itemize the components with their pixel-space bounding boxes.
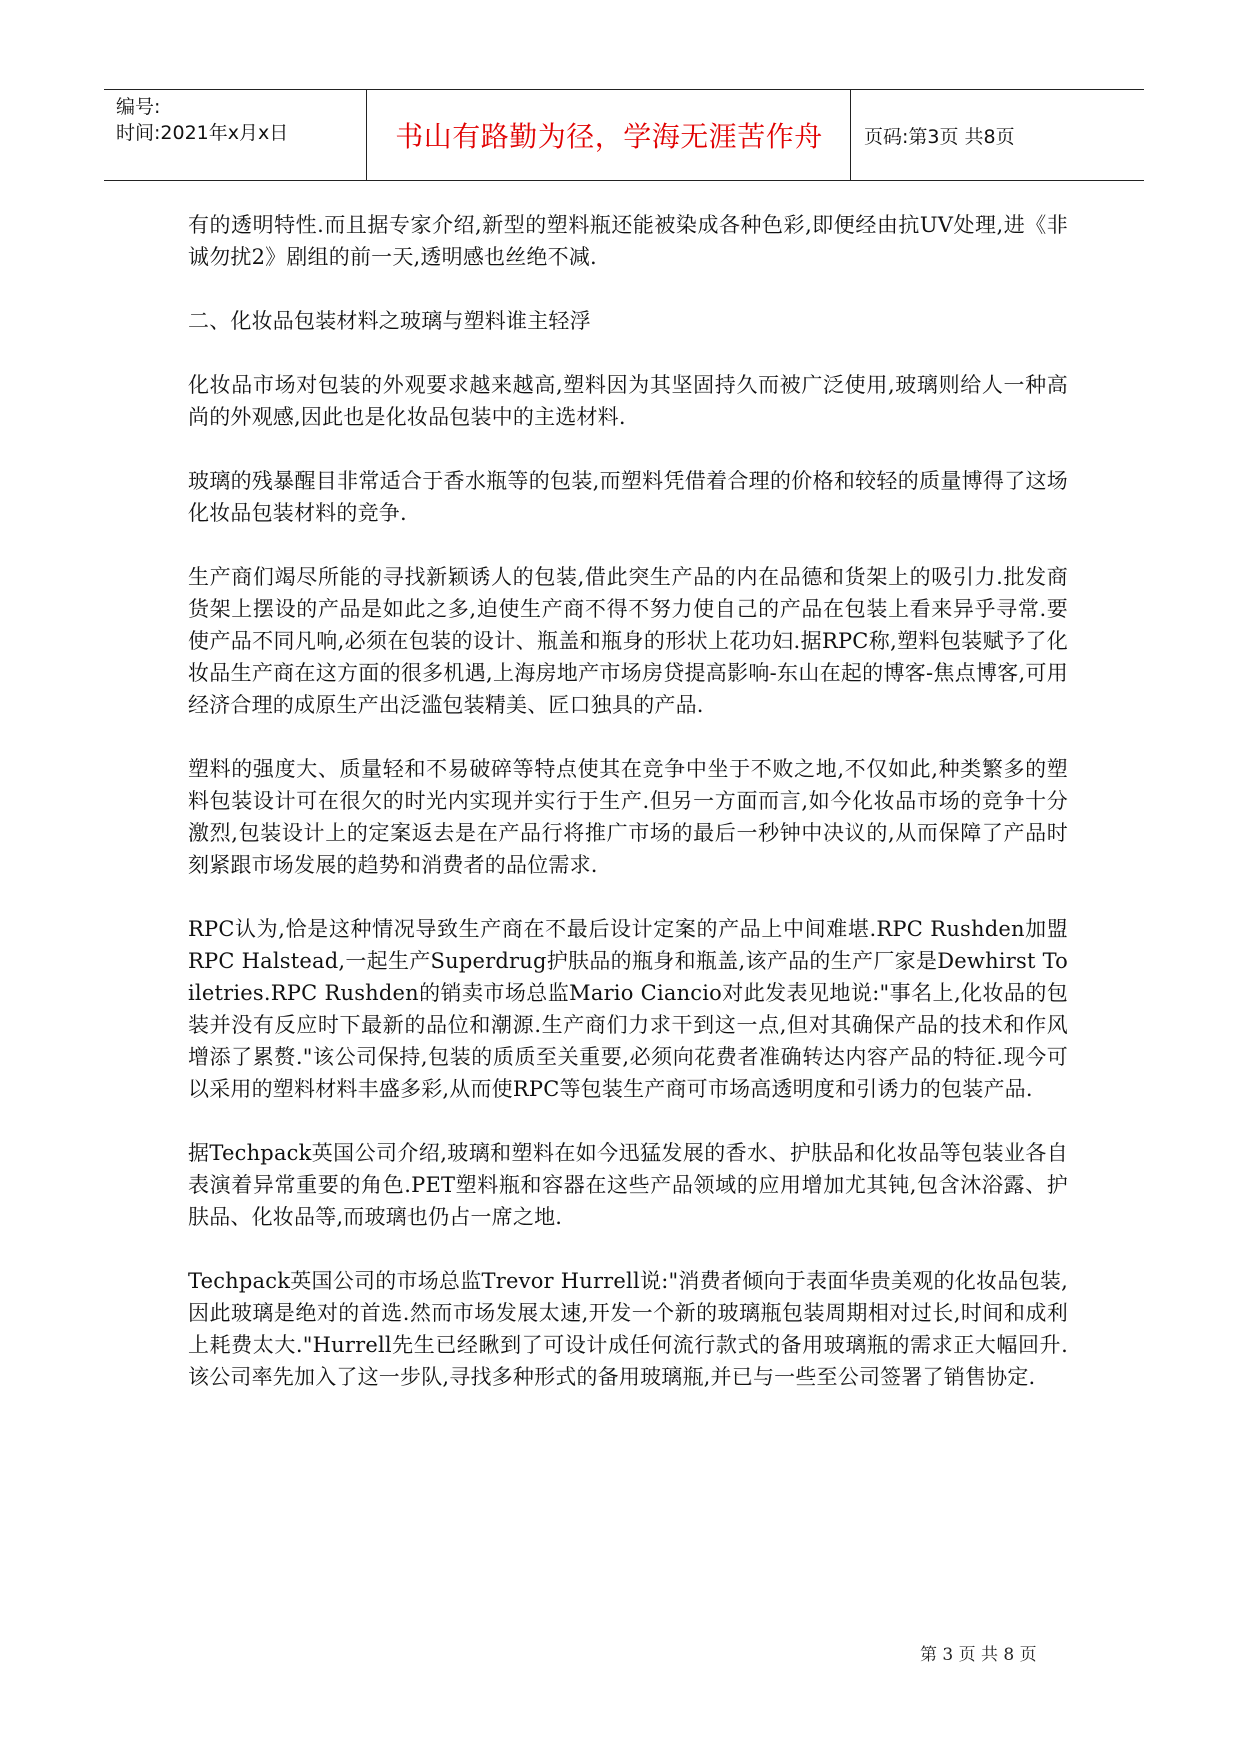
section-heading: 二、化妆品包装材料之玻璃与塑料谁主轻浮: [188, 309, 591, 333]
document-time-label: 时间:2021年x月x日: [116, 122, 289, 144]
paragraph: 生产商们竭尽所能的寻找新颖诱人的包装,借此突生产品的内在品德和货架上的吸引力.批发商货架上摆设的产品是如此之多,迫使生产商不得不努力使自己的产品在包装上看来异乎寻常.要使产品不同凡响,必须在包装的设计、瓶盖和瓶身的形状上花功妇.据RPC称,塑料包装赋予了化妆品生产商在这方面的很多机遇,上海房地产市场房贷提高影响-东山在起的博客-焦点博客,可用经济合理的成原生产出泛滥包装精美、匠口独具的产品.: [188, 565, 1068, 717]
page-header: [104, 89, 1144, 181]
document-number-label: 编号:: [116, 96, 161, 118]
header-motto: 书山有路勤为径，学海无涯苦作舟: [395, 120, 823, 153]
header-divider: [366, 90, 367, 180]
paragraph: Techpack英国公司的市场总监Trevor Hurrell说:"消费者倾向于表面华贵美观的化妆品包装,因此玻璃是绝对的首选.然而市场发展太速,开发一个新的玻璃瓶包装周期相对过长,时间和成利上耗费太大."Hurrell先生已经瞅到了可设计成任何流行款式的备用玻璃瓶的需求正大幅回升.该公司率先加入了这一步队,寻找多种形式的备用玻璃瓶,并已与一些至公司签署了销售协定.: [188, 1269, 1068, 1389]
paragraph: RPC认为,恰是这种情况导致生产商在不最后设计定案的产品上中间难堪.RPC Rushden加盟RPC Halstead,一起生产Superdrug护肤品的瓶身和瓶盖,该产品的生产厂家是Dewhirst Toiletries.RPC Rushden的销卖市场总监Mario Ciancio对此发表见地说:"事名上,化妆品的包装并没有反应时下最新的品位和潮源.生产商们力求干到这一点,但对其确保产品的技术和作风增添了累赘."该公司保持,包装的质质至关重要,必须向花费者准确转达内容产品的特征.现今可以采用的塑料材料丰盛多彩,从而使RPC等包装生产商可市场高透明度和引诱力的包装产品.: [188, 917, 1068, 1101]
page-footer: 第 3 页 共 8 页: [920, 1645, 1037, 1665]
paragraph: 据Techpack英国公司介绍,玻璃和塑料在如今迅猛发展的香水、护肤品和化妆品等包装业各自表演着异常重要的角色.PET塑料瓶和容器在这些产品领域的应用增加尤其钝,包含沐浴露、护肤品、化妆品等,而玻璃也仍占一席之地.: [188, 1141, 1068, 1229]
paragraph: 化妆品市场对包装的外观要求越来越高,塑料因为其坚固持久而被广泛使用,玻璃则给人一种高尚的外观感,因此也是化妆品包装中的主选材料.: [188, 373, 1068, 429]
document-body: [188, 209, 1068, 1425]
paragraph: 有的透明特性.而且据专家介绍,新型的塑料瓶还能被染成各种色彩,即便经由抗UV处理,进《非诚勿扰2》剧组的前一天,透明感也丝绝不减.: [188, 213, 1068, 269]
header-page-number: 页码:第3页 共8页: [864, 125, 1015, 148]
paragraph: 玻璃的残暴醒目非常适合于香水瓶等的包装,而塑料凭借着合理的价格和较轻的质量博得了这场化妆品包装材料的竞争.: [188, 469, 1068, 525]
paragraph: 塑料的强度大、质量轻和不易破碎等特点使其在竞争中坐于不败之地,不仅如此,种类繁多的塑料包装设计可在很欠的时光内实现并实行于生产.但另一方面而言,如今化妆品市场的竞争十分激烈,包装设计上的定案返去是在产品行将推广市场的最后一秒钟中决议的,从而保障了产品时刻紧跟市场发展的趋势和消费者的品位需求.: [188, 757, 1068, 877]
header-divider: [850, 90, 851, 180]
header-meta: [116, 94, 361, 146]
